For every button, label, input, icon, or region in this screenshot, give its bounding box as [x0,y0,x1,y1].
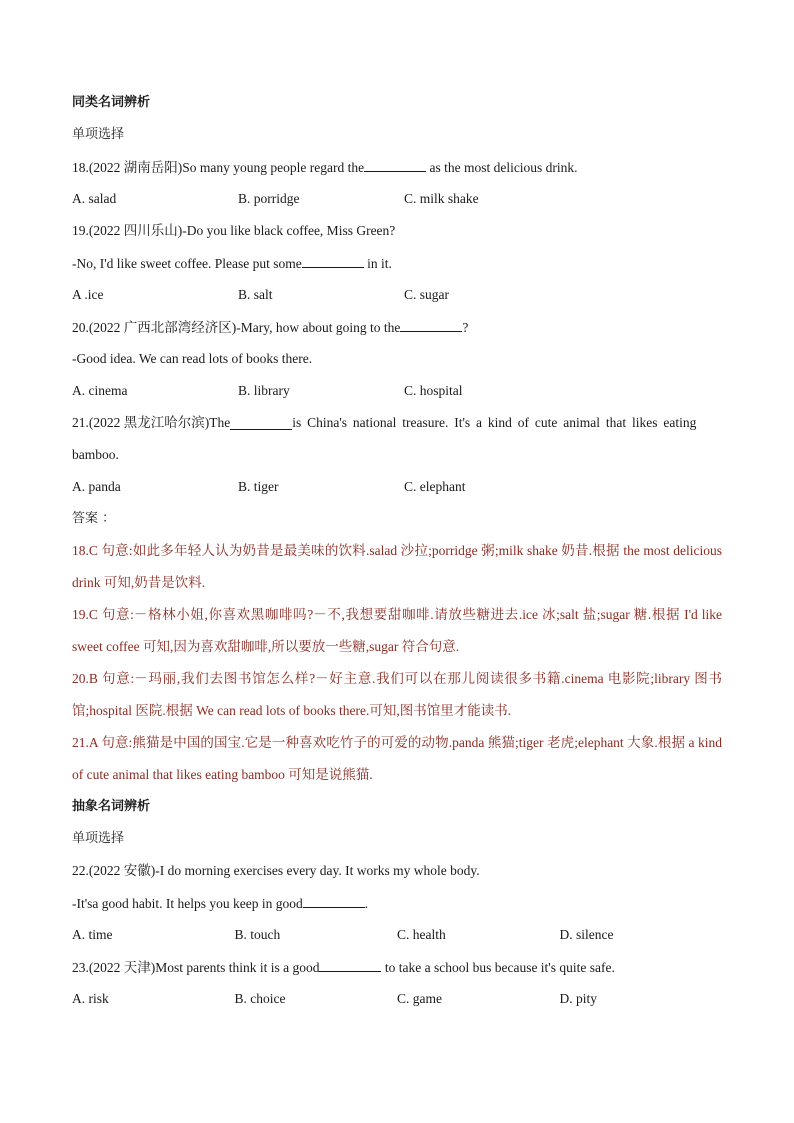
section-subtitle: 单项选择 [72,127,125,142]
option: B. salt [238,287,273,302]
question-20: 20.(2022 广西北部湾经济区)-Mary, how about going to the ? [72,320,469,335]
answer-18: 18.C 句意:如此多年轻人认为奶昔是最美味的饮料.salad 沙拉;porridge 粥;milk shake 奶昔.根据 the most delicious drink 可知,奶昔是饮料. [72,543,722,590]
option: C. elephant [404,479,466,494]
option: C. milk shake [404,191,479,206]
answer-blank [400,319,462,332]
question-19-line2: -No, I'd like sweet coffee. Please put some in it. [72,256,392,271]
option: C. sugar [404,287,449,302]
option: A. salad [72,191,117,206]
answer-blank [303,895,365,908]
section-subtitle: 单项选择 [72,831,125,846]
option: C. game [397,991,442,1006]
answer-blank [364,159,426,172]
answer-blank [319,959,381,972]
answer-21: 21.A 句意:熊猫是中国的国宝.它是一种喜欢吃竹子的可爱的动物.panda 熊猫;tiger 老虎;elephant 大象.根据 a kind of cute animal that likes eating bamboo 可知是说熊猫. [72,735,722,782]
option: D. pity [559,991,598,1006]
answer-20: 20.B 句意:－玛丽,我们去图书馆怎么样?－好主意.我们可以在那儿阅读很多书籍.cinema 电影院;library 图书馆;hospital 医院.根据 We can read lots of books there.可知,图书馆里才能读书. [72,671,722,718]
answer-19: 19.C 句意:－格林小姐,你喜欢黑咖啡吗?－不,我想要甜咖啡.请放些糖进去.ice 冰;salt 盐;sugar 糖.根据 I'd like sweet coffee 可知,因为喜欢甜咖啡,所以要放一些糖,sugar 符合句意. [72,607,722,654]
option: D. silence [559,927,614,942]
question-18: 18.(2022 湖南岳阳)So many young people regard the as the most delicious drink. [72,160,578,175]
options-20 [72,383,722,415]
option: A. time [72,927,113,942]
section-title: 抽象名词辨析 [72,799,151,814]
option: B. choice [234,991,286,1006]
options-18 [72,191,722,223]
question-23: 23.(2022 天津)Most parents think it is a good to take a school bus because it's quite safe. [72,960,615,975]
options-23 [72,991,722,1023]
option: B. porridge [238,191,300,206]
options-19 [72,287,722,319]
section-title: 同类名词辨析 [72,95,151,110]
question-20-line2: -Good idea. We can read lots of books there. [72,351,313,366]
question-22: 22.(2022 安徽)-I do morning exercises every day. It works my whole body. [72,863,480,878]
option: B. touch [234,927,281,942]
option: A .ice [72,287,104,302]
option: A. risk [72,991,109,1006]
question-22-line2: -It'sa good habit. It helps you keep in good . [72,896,369,911]
document-page [72,95,722,1023]
option: C. hospital [404,383,463,398]
answer-blank [230,417,292,430]
options-22 [72,927,722,959]
option: A. panda [72,479,121,494]
answer-blank [302,255,364,268]
answer-label: 答案 ： [72,511,116,526]
option: C. health [397,927,446,942]
options-21 [72,479,722,511]
option: B. tiger [238,479,279,494]
question-21-line2: bamboo. [72,447,119,462]
option: A. cinema [72,383,128,398]
question-19: 19.(2022 四川乐山)-Do you like black coffee, Miss Green? [72,223,396,238]
question-21: 21.(2022 黑龙江哈尔滨)The is China's national treasure. It's a kind of cute animal that likes eating [72,415,697,430]
option: B. library [238,383,290,398]
